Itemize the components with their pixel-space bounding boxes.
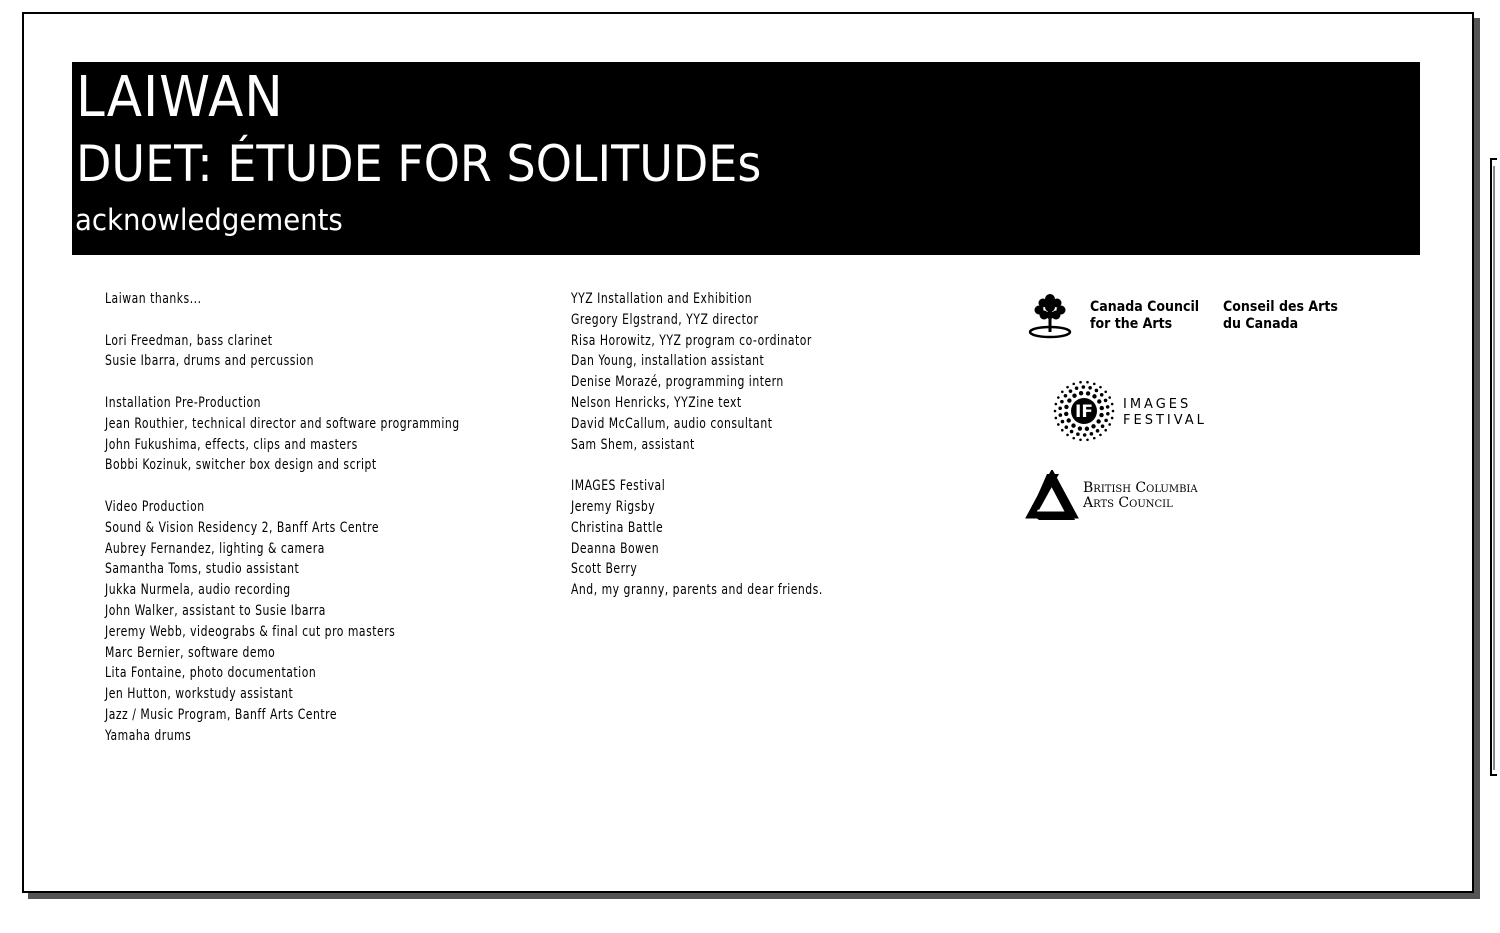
left-column-credit-line: Jukka Nurmela, audio recording xyxy=(105,582,291,599)
cc-en-line1: Canada Council xyxy=(1090,299,1200,315)
right-column-credit-line: Nelson Henricks, YYZine text xyxy=(571,394,742,411)
cc-fr-line2: du Canada xyxy=(1223,316,1299,332)
canada-council-fr xyxy=(1223,299,1338,333)
left-column-credit-line: Aubrey Fernandez, lighting & camera xyxy=(105,540,325,557)
spacer xyxy=(105,372,545,393)
sponsor-logos xyxy=(1025,288,1365,548)
canada-council-logo xyxy=(1025,288,1365,344)
images-line1: IMAGES xyxy=(1123,397,1192,412)
right-column-heading: YYZ Installation and Exhibition xyxy=(571,291,753,307)
spacer xyxy=(105,476,545,497)
left-column-credit-line: Lita Fontaine, photo documentation xyxy=(105,665,317,682)
bc-line1: British Columbia xyxy=(1083,480,1198,496)
work-title: DUET: ÉTUDE FOR SOLITUDEs xyxy=(76,135,762,193)
right-column-credit-line: Sam Shem, assistant xyxy=(571,436,695,453)
right-column-credit-line: And, my granny, parents and dear friends. xyxy=(571,582,823,599)
right-column-credit-line: Gregory Elgstrand, YYZ director xyxy=(571,311,759,328)
right-column-credit-line: Jeremy Rigsby xyxy=(571,498,656,515)
left-column-credit-line: Jen Hutton, workstudy assistant xyxy=(105,686,294,703)
spacer xyxy=(571,455,991,476)
left-column-credit-line: Yamaha drums xyxy=(105,727,192,744)
left-column-credit-line: Sound & Vision Residency 2, Banff Arts Centre xyxy=(105,519,380,536)
left-column-credit-line: John Walker, assistant to Susie Ibarra xyxy=(105,602,326,619)
cc-fr-line1: Conseil des Arts xyxy=(1223,299,1338,315)
credits-column-right xyxy=(571,289,991,601)
bc-line2: Arts Council xyxy=(1083,495,1173,511)
left-column-credit-line: Jean Routhier, technical director and software programming xyxy=(105,415,460,432)
left-column-credit-line: Susie Ibarra, drums and percussion xyxy=(105,353,314,370)
right-column-credit-line: Denise Morazé, programming intern xyxy=(571,374,784,391)
right-column-credit-line: Deanna Bowen xyxy=(571,540,660,557)
bc-arts-council-wordmark xyxy=(1083,481,1198,511)
right-column-credit-line: Risa Horowitz, YYZ program co-ordinator xyxy=(571,332,812,349)
left-column-credit-line: Marc Bernier, software demo xyxy=(105,644,276,661)
left-column-credit-line: Bobbi Kozinuk, switcher box design and script xyxy=(105,457,377,474)
title-banner xyxy=(72,62,1420,255)
right-column-heading: IMAGES Festival xyxy=(571,478,666,495)
left-column-credit-line: Jeremy Webb, videograbs & final cut pro masters xyxy=(105,623,396,640)
artist-name: LAIWAN xyxy=(76,65,284,130)
cc-en-line2: for the Arts xyxy=(1090,316,1173,332)
right-column-credit-line: Christina Battle xyxy=(571,519,664,536)
left-column-credit-line: Laiwan thanks... xyxy=(105,291,202,307)
bc-arts-council-logo xyxy=(1025,470,1255,530)
left-column-credit-line: Lori Freedman, bass clarinet xyxy=(105,332,273,349)
left-column-credit-line: John Fukushima, effects, clips and masters xyxy=(105,436,358,453)
bc-arts-council-emblem-icon xyxy=(1025,470,1079,524)
page-subtitle: acknowledgements xyxy=(75,203,343,237)
left-column-credit-line: Jazz / Music Program, Banff Arts Centre xyxy=(105,706,338,723)
spacer xyxy=(105,310,545,331)
right-column-credit-line: Dan Young, installation assistant xyxy=(571,353,765,370)
images-festival-emblem-icon xyxy=(1053,380,1115,442)
canada-council-en xyxy=(1090,299,1199,333)
credits-column-left xyxy=(105,289,545,747)
right-column-credit-line: Scott Berry xyxy=(571,561,638,578)
right-column-credit-line: David McCallum, audio consultant xyxy=(571,415,773,432)
svg-text:IF: IF xyxy=(1075,402,1093,422)
left-column-heading: Video Production xyxy=(105,498,205,515)
images-festival-logo xyxy=(1053,380,1253,444)
page-edge-marker xyxy=(1490,158,1497,776)
left-column-credit-line: Samantha Toms, studio assistant xyxy=(105,561,300,578)
images-line2: FESTIVAL xyxy=(1123,413,1207,428)
tree-emblem-icon xyxy=(1025,290,1075,340)
left-column-heading: Installation Pre-Production xyxy=(105,394,262,411)
images-festival-wordmark xyxy=(1123,397,1207,429)
